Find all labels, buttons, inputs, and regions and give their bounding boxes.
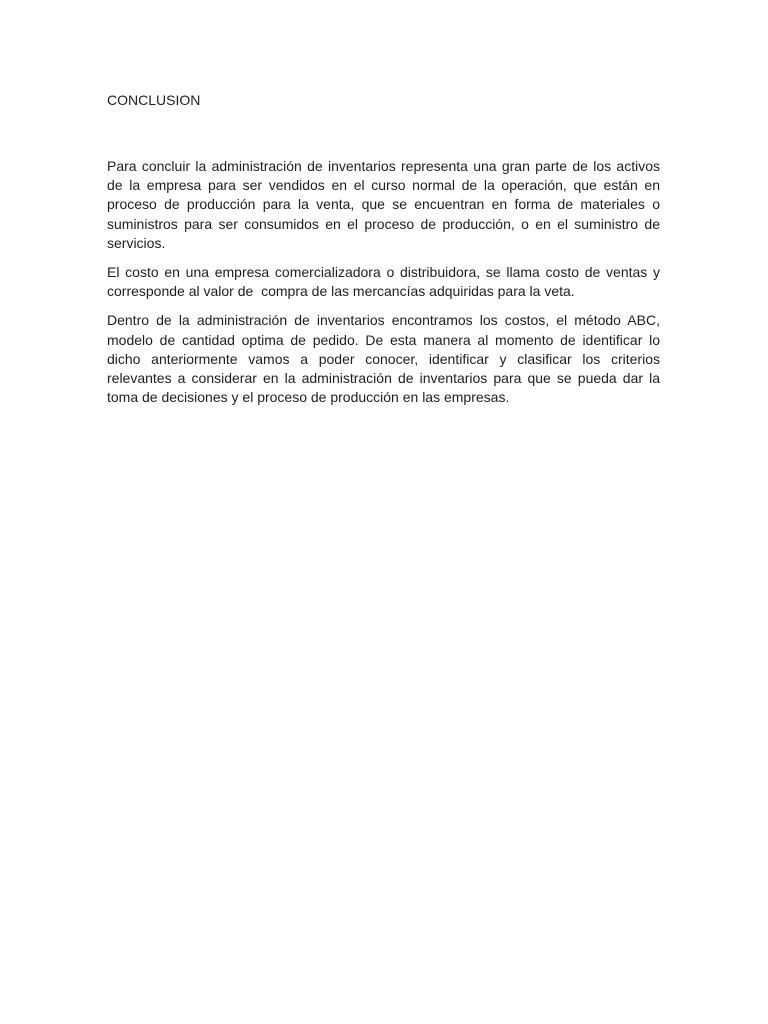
document-title: CONCLUSION — [107, 92, 201, 108]
document-body — [107, 91, 664, 417]
paragraph-inventory-management: Para concluir la administración de inventarios representa una gran parte de los activos de la empresa para ser vendidos en el curso normal de la operación, que están en proceso de producción para la venta, que se encuentran en forma de materiales o suministros para ser consumidos en el proceso de producción, o en el suministro de servicios. — [107, 158, 664, 251]
paragraph-cost-of-sales: El costo en una empresa comercializadora o distribuidora, se llama costo de ventas y corresponde al valor de compra de las mercancías adquiridas para la veta. — [107, 264, 664, 300]
paragraph-inventory-criteria: Dentro de la administración de inventarios encontramos los costos, el método ABC, modelo de cantidad optima de pedido. De esta manera al momento de identificar lo dicho anteriormente vamos a poder conocer, identificar y clasificar los criterios relevantes a considerar en la administración de inventarios para que se pueda dar la toma de decisiones y el proceso de producción en las empresas. — [107, 312, 664, 406]
